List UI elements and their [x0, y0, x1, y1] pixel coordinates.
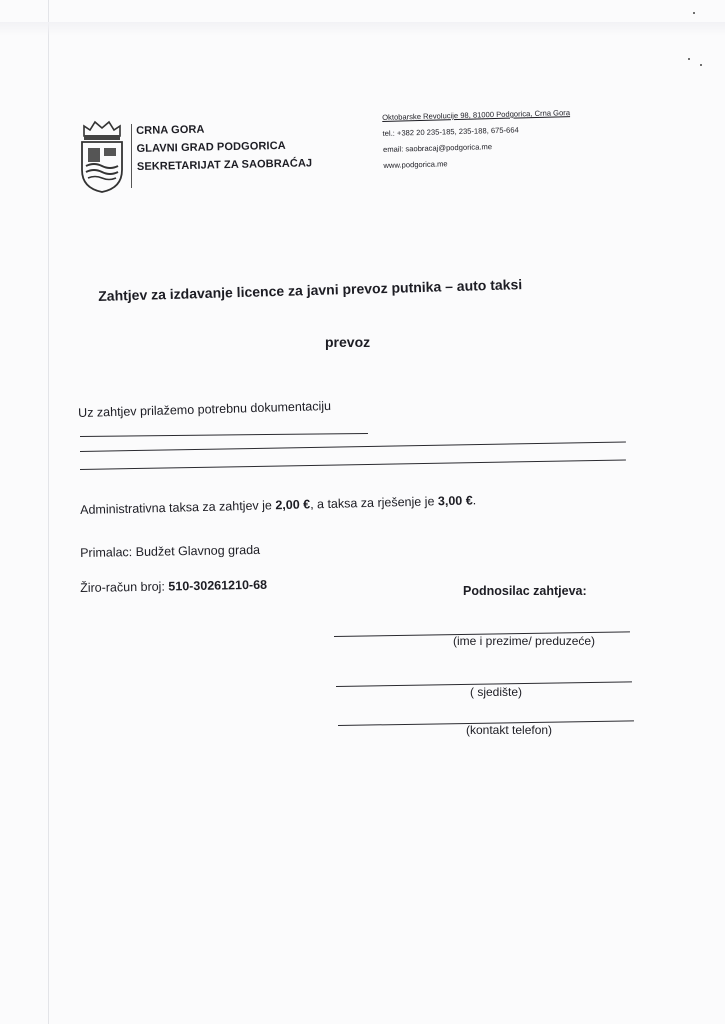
header-divider — [131, 124, 132, 188]
document-title: Zahtjev za izdavanje licence za javni prevoz putnika – auto taksi — [98, 276, 523, 304]
fee-amount-request: 2,00 € — [275, 497, 311, 513]
attachments-intro: Uz zahtjev prilažemo potrebnu dokumentaciju — [78, 398, 332, 420]
contact-email: email: saobracaj@podgorica.me — [382, 142, 493, 154]
fee-text-c: . — [472, 493, 477, 508]
organization-block — [136, 118, 312, 176]
attachment-line-2 — [80, 459, 626, 470]
contact-address: Oktobarske Revolucije 98, 81000 Podgorica, Crna Gora — [382, 108, 571, 122]
org-department: SEKRETARIJAT ZA SAOBRAĆAJ — [136, 157, 313, 173]
fee-text-a: Administrativna taksa za zahtjev je — [80, 498, 276, 517]
scan-speck — [700, 64, 702, 66]
payment-recipient: Primalac: Budžet Glavnog grada — [80, 542, 261, 560]
contact-block — [382, 105, 571, 174]
name-label: (ime i prezime/ preduzeće) — [453, 634, 596, 648]
account-number: 510-30261210-68 — [168, 577, 268, 594]
fee-statement — [80, 493, 476, 517]
podgorica-coat-of-arms-icon — [78, 118, 126, 194]
fee-amount-decision: 3,00 € — [437, 493, 473, 509]
org-country: CRNA GORA — [136, 123, 205, 137]
scan-speck — [693, 12, 695, 14]
phone-label: (kontakt telefon) — [466, 723, 553, 737]
fee-text-b: , a taksa za rješenje je — [309, 494, 439, 512]
seat-label: ( sjedište) — [470, 685, 523, 699]
applicant-heading: Podnosilac zahtjeva: — [463, 584, 587, 598]
scan-top-shadow — [0, 22, 725, 36]
attachments-underline — [80, 433, 368, 437]
document-title-continued: prevoz — [325, 334, 371, 350]
account-label: Žiro-račun broj: — [80, 579, 169, 595]
bank-account — [80, 578, 267, 595]
scan-edge — [48, 0, 49, 1024]
org-city: GLAVNI GRAD PODGORICA — [136, 139, 286, 155]
contact-website: www.podgorica.me — [383, 159, 448, 170]
attachment-line-1 — [80, 441, 626, 452]
scan-speck — [688, 58, 690, 60]
contact-phone: tel.: +382 20 235-185, 235-188, 675-664 — [382, 125, 519, 138]
